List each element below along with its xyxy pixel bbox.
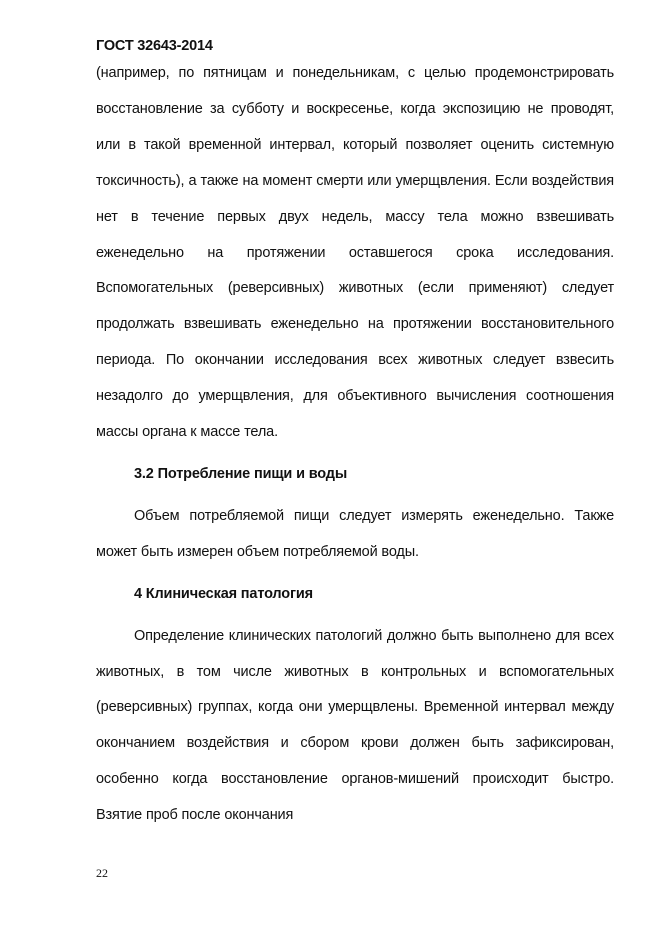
paragraph-clinical-pathology: Определение клинических патологий должно быть выполнено для всех животных, в том числе животных в контрольных и вспомогательных (реверсивных) группах, когда они умерщвлены. Временной интервал между окончанием воздействия и сбором крови должен быть зафиксирован, особенно когда восстановление органов-мишений происходит быстро. Взятие проб после окончания bbox=[96, 627, 614, 824]
paragraph-food-water: Объем потребляемой пищи следует измерять еженедельно. Также может быть измерен объем потребляемой воды. bbox=[96, 507, 614, 560]
section-heading-clinical-pathology: 4 Клиническая патология bbox=[134, 585, 313, 602]
document-header: ГОСТ 32643-2014 bbox=[96, 38, 213, 54]
document-body bbox=[96, 56, 614, 834]
page-number: 22 bbox=[96, 866, 108, 880]
paragraph-body-weight: (например, по пятницам и понедельникам, с целью продемонстрировать восстановление за субботу и воскресенье, когда экспозицию не проводят, или в такой временной интервал, который позволяет оценить системную токсичность), а также на момент смерти или умерщвления. Если воздействия нет в течение первых двух недель, массу тела можно взвешивать еженедельно на протяжении оставшегося срока исследования. Вспомогательных (реверсивных) животных (если применяют) следует продолжать взвешивать еженедельно на протяжении восстановительного периода. По окончании исследования всех животных следует взвесить незадолго до умерщвления, для объективного вычисления соотношения массы органа к массе тела. bbox=[96, 65, 614, 441]
section-heading-food-water: 3.2 Потребление пищи и воды bbox=[134, 465, 348, 482]
